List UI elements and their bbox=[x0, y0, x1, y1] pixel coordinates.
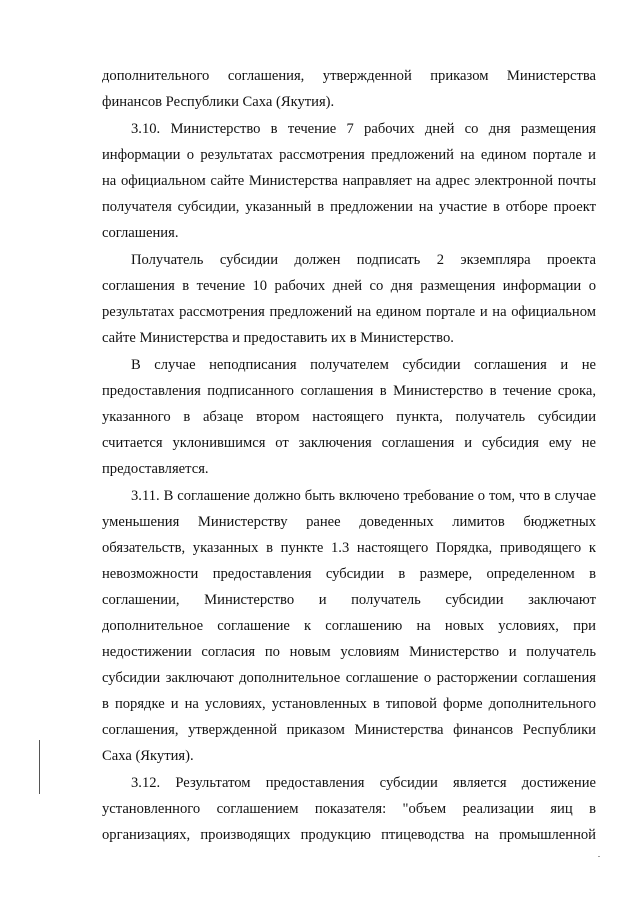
text-line: дополнительное соглашение к соглашению на новых условиях, при bbox=[102, 618, 596, 634]
text-line: сайте Министерства и предоставить их в Министерство. bbox=[102, 330, 454, 346]
text-line: соглашения. bbox=[102, 225, 179, 241]
text-line: В случае неподписания получателем субсидии соглашения и не bbox=[131, 357, 596, 373]
text-line: предоставления подписанного соглашения в Министерство в течение срока, bbox=[102, 383, 596, 399]
text-line: финансов Республики Саха (Якутия). bbox=[102, 94, 335, 110]
text-line: 3.11. В соглашение должно быть включено требование о том, что в случае bbox=[131, 488, 596, 504]
text-line: результатах рассмотрения предложений на едином портале и на официальном bbox=[102, 304, 596, 320]
text-line: информации о результатах рассмотрения предложений на едином портале и bbox=[102, 147, 596, 163]
text-line: Саха (Якутия). bbox=[102, 748, 194, 764]
text-line: уменьшения Министерству ранее доведенных лимитов бюджетных bbox=[102, 514, 596, 530]
text-line: получателя субсидии, указанный в предложении на участие в отборе проект bbox=[102, 199, 596, 215]
text-line: дополнительного соглашения, утвержденной приказом Министерства bbox=[102, 68, 596, 84]
text-line: Получатель субсидии должен подписать 2 экземпляра проекта bbox=[131, 252, 596, 268]
text-line: предоставляется. bbox=[102, 461, 209, 477]
scan-speck bbox=[598, 856, 600, 857]
text-line: соглашения, утвержденной приказом Министерства финансов Республики bbox=[102, 722, 596, 738]
text-line: считается уклонившимся от заключения соглашения и субсидия ему не bbox=[102, 435, 596, 451]
text-line: соглашения в течение 10 рабочих дней со дня размещения информации о bbox=[102, 278, 596, 294]
text-line: в порядке и на условиях, установленных в типовой форме дополнительного bbox=[102, 696, 596, 712]
text-line: обязательств, указанных в пункте 1.3 настоящего Порядка, приводящего к bbox=[102, 540, 596, 556]
text-line: соглашении, Министерство и получатель субсидии заключают bbox=[102, 592, 596, 608]
text-line: невозможности предоставления субсидии в размере, определенном в bbox=[102, 566, 596, 582]
text-line: субсидии заключают дополнительное соглашение о расторжении соглашения bbox=[102, 670, 596, 686]
text-line: недостижении согласия по новым условиям Министерство и получатель bbox=[102, 644, 596, 660]
text-line: указанного в абзаце втором настоящего пункта, получатель субсидии bbox=[102, 409, 596, 425]
text-line: организациях, производящих продукцию птицеводства на промышленной bbox=[102, 827, 596, 843]
text-line: установленного соглашением показателя: "объем реализации яиц в bbox=[102, 801, 596, 817]
margin-scan-mark bbox=[39, 740, 40, 794]
text-line: 3.12. Результатом предоставления субсидии является достижение bbox=[131, 775, 596, 791]
text-line: на официальном сайте Министерства направляет на адрес электронной почты bbox=[102, 173, 596, 189]
text-line: 3.10. Министерство в течение 7 рабочих дней со дня размещения bbox=[131, 121, 596, 137]
